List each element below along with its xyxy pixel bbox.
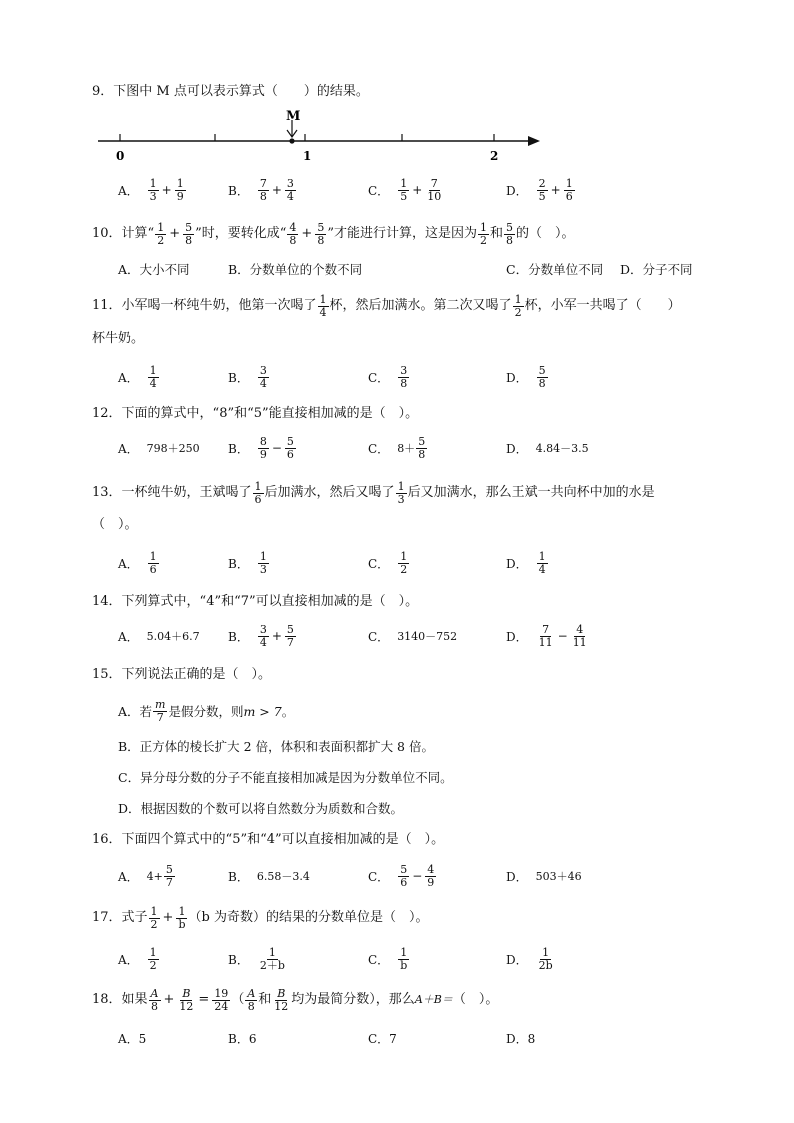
option-a[interactable]: A． 4+ $\frac{5}{7}$: [118, 862, 173, 889]
question-10-options: [118, 254, 718, 284]
option-c[interactable]: C． $\frac{5}{6}$ − $\frac{4}{9}$: [368, 862, 435, 889]
option-c[interactable]: C． $\frac{1}{5}$ + $\frac{7}{10}$: [368, 176, 442, 203]
option-b[interactable]: B． $\frac{7}{8}$ + $\frac{3}{4}$: [228, 176, 294, 203]
question-14-options: [118, 621, 718, 651]
question-13-stem: 13．一杯纯牛奶，王斌喝了 $\frac{1}{6}$ 后加满水，然后又喝了 $\frac{1}{3}$ 后又加满水，那么王斌一共向杯中加的水是: [92, 479, 655, 506]
question-16-stem: 16．下面四个算式中的“5”和“4”可以直接相加减的是（ ）。: [92, 832, 445, 847]
question-12-options: [118, 433, 718, 463]
option-d[interactable]: D． 4.84－3.5: [506, 441, 589, 456]
option-c[interactable]: C． $\frac{1}{2}$: [368, 549, 408, 576]
option-d[interactable]: D． $\frac{2}{5}$ + $\frac{1}{6}$: [506, 176, 573, 203]
option-d[interactable]: D． 503＋46: [506, 869, 582, 884]
question-11-stem-line2: 杯牛奶。: [92, 331, 145, 346]
question-16-options: [118, 861, 718, 891]
label-m: M: [286, 109, 301, 124]
question-18-options: [118, 1023, 718, 1053]
point-m: [289, 138, 294, 143]
option-c[interactable]: C． 3140－752: [368, 629, 458, 644]
number-line: [92, 108, 552, 168]
option-b[interactable]: B． $\frac{3}{4}$ + $\frac{5}{7}$: [228, 622, 294, 649]
option-a[interactable]: A． 798＋250: [118, 441, 200, 456]
option-d[interactable]: D． $\frac{7}{11}$ − $\frac{4}{11}$: [506, 622, 587, 649]
question-11-options: [118, 362, 718, 392]
question-13-stem-line2: （ ）。: [92, 517, 138, 532]
question-17-options: [118, 944, 718, 974]
option-d[interactable]: D． $\frac{1}{4}$: [506, 549, 546, 576]
option-d[interactable]: D．8: [506, 1031, 536, 1046]
question-9-options: [118, 175, 718, 205]
option-c[interactable]: C． 8＋ $\frac{5}{8}$: [368, 434, 426, 461]
option-a[interactable]: A． $\frac{1}{6}$: [118, 549, 157, 576]
tick-label-2: 2: [490, 149, 499, 163]
question-18-stem: 18．如果 $\frac{A}{8}$ + $\frac{B}{12}$ = $\frac{19}{24}$ （ $\frac{A}{8}$ 和 $\frac{B}{12}$ 均为最简分数），那么 A＋B＝ （ ）。: [92, 986, 499, 1013]
option-d[interactable]: D． $\frac{1}{2b}$: [506, 945, 553, 972]
tick-label-1: 1: [303, 149, 312, 163]
option-d[interactable]: D．分子不同: [620, 262, 693, 277]
question-13-options: [118, 548, 718, 578]
option-a[interactable]: A．大小不同: [118, 262, 190, 277]
question-9-stem: 9．下图中 M 点可以表示算式（ ）的结果。: [92, 84, 369, 99]
option-b[interactable]: B． 6.58－3.4: [228, 869, 310, 884]
option-a[interactable]: A．若 $\frac{m}{7}$ 是假分数，则 m > 7 。: [118, 697, 295, 724]
question-12-stem: 12．下面的算式中，“8”和“5”能直接相加减的是（ ）。: [92, 406, 419, 421]
question-15-stem: 15．下列说法正确的是（ ）。: [92, 667, 272, 682]
option-c[interactable]: C． $\frac{1}{b}$: [368, 945, 408, 972]
option-c[interactable]: C．分数单位不同: [506, 262, 604, 277]
question-11-stem: 11．小军喝一杯纯牛奶，他第一次喝了 $\frac{1}{4}$ 杯，然后加满水。第二次又喝了 $\frac{1}{2}$ 杯，小军一共喝了（ ）: [92, 292, 681, 319]
option-b[interactable]: B． $\frac{1}{2+b}$: [228, 945, 285, 972]
option-a[interactable]: A． $\frac{1}{4}$: [118, 363, 157, 390]
option-d[interactable]: D． $\frac{5}{8}$: [506, 363, 546, 390]
option-c[interactable]: C．7: [368, 1031, 397, 1046]
option-a[interactable]: A． $\frac{1}{2}$: [118, 945, 157, 972]
option-c[interactable]: C． $\frac{3}{8}$: [368, 363, 408, 390]
question-14-stem: 14．下列算式中，“4”和“7”可以直接相加减的是（ ）。: [92, 594, 419, 609]
option-b[interactable]: B． $\frac{8}{9}$ − $\frac{5}{6}$: [228, 434, 294, 461]
option-b[interactable]: B． $\frac{3}{4}$: [228, 363, 267, 390]
option-b[interactable]: B．正方体的棱长扩大 2 倍，体积和表面积都扩大 8 倍。: [118, 739, 434, 754]
tick-label-0: 0: [116, 149, 125, 163]
option-b[interactable]: B．6: [228, 1031, 257, 1046]
option-a[interactable]: A．5: [118, 1031, 147, 1046]
arrow-head-icon: [528, 136, 540, 146]
option-b[interactable]: B．分数单位的个数不同: [228, 262, 363, 277]
option-a[interactable]: A． $\frac{1}{3}$ + $\frac{1}{9}$: [118, 176, 184, 203]
option-d[interactable]: D．根据因数的个数可以将自然数分为质数和合数。: [118, 801, 404, 816]
question-17-stem: 17．式子 $\frac{1}{2}$ + $\frac{1}{b}$ （b 为奇数）的结果的分数单位是（ ）。: [92, 904, 429, 931]
question-10-stem: 10．计算“ $\frac{1}{2}$ + $\frac{5}{8}$ ”时，要转化成“ $\frac{4}{8}$ + $\frac{5}{8}$ ”才能进行计算，这是因为 $\frac{1}{2}$ 和 $\frac{5}{8}$ 的（ ）。: [92, 220, 575, 247]
option-a[interactable]: A． 5.04＋6.7: [118, 629, 200, 644]
option-b[interactable]: B． $\frac{1}{3}$: [228, 549, 267, 576]
option-c[interactable]: C．异分母分数的分子不能直接相加减是因为分数单位不同。: [118, 770, 453, 785]
